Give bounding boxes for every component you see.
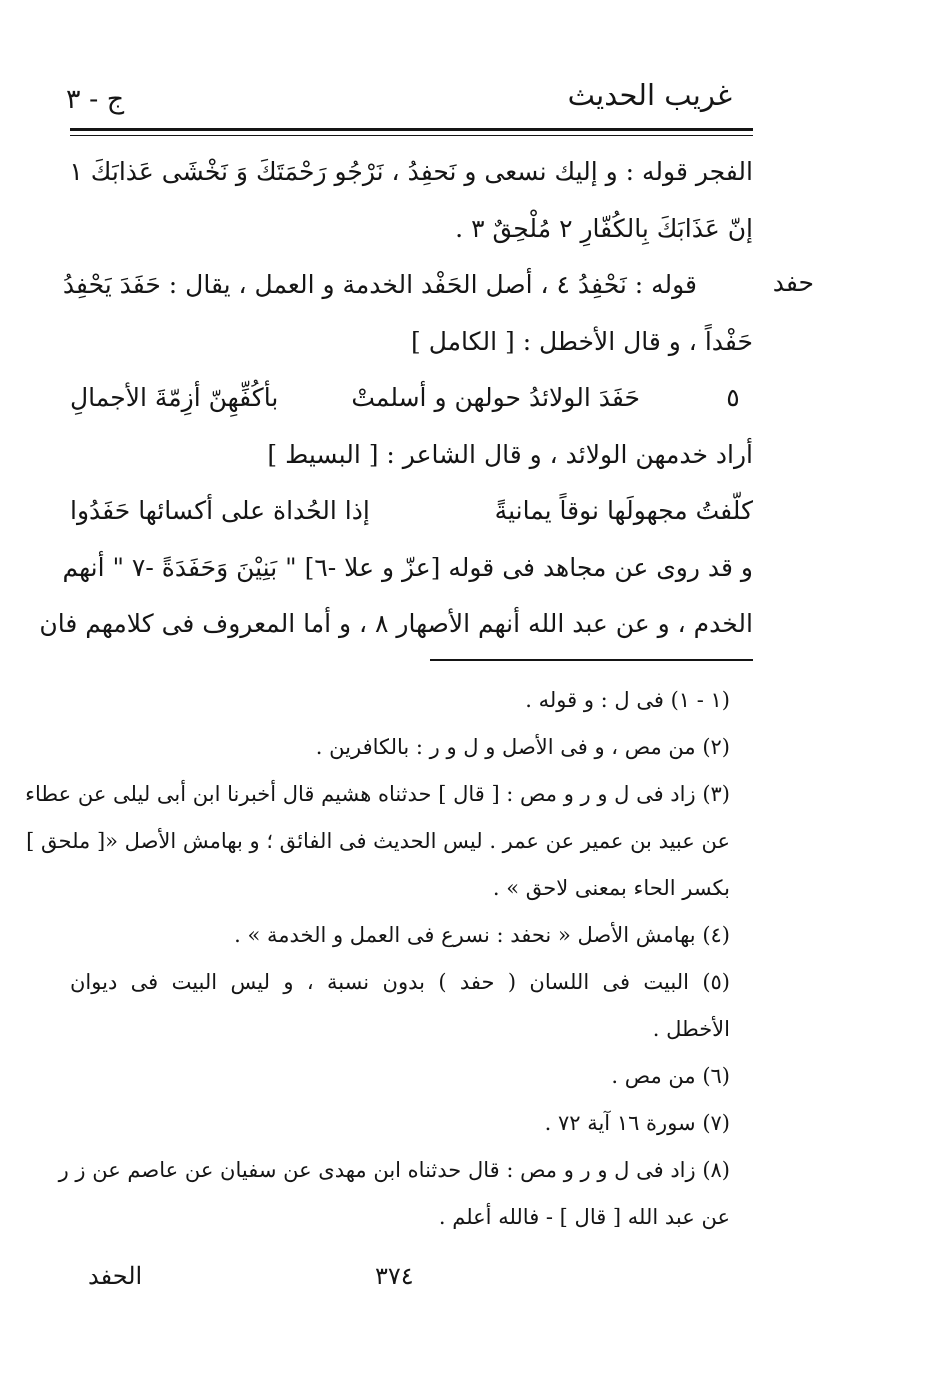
volume-indicator: ج - ٣ — [66, 84, 125, 115]
footnote: (٣) زاد فى ل و ر و مص : [ قال ] حدثناه هشيم قال أخبرنا ابن أبى ليلى عن عطاء — [25, 782, 730, 806]
text-line: الفجر قوله : و إليك نسعى و نَحفِدُ ، نَرْجُو رَحْمَتَكَ وَ نَخْشَى عَذابَكَ ١ — [69, 157, 753, 186]
footnote: (٧) سورة ١٦ آية ٧٢ . — [544, 1111, 730, 1135]
footnote: (٢) من مص ، و فى الأصل و ل و ر : بالكافرين . — [315, 735, 730, 759]
running-title: غريب الحديث — [567, 78, 732, 112]
verse-second-hemistich: إذا الحُداة على أكسائها حَفَدُوا — [70, 496, 370, 525]
header-rule-thin — [70, 135, 753, 136]
text-line: حَفْداً ، و قال الأخطل : [ الكامل ] — [411, 326, 753, 356]
footnote: (٦) من مص . — [611, 1064, 730, 1088]
footnote-continuation: الأخطل . — [652, 1017, 730, 1041]
footnotes — [25, 680, 730, 1244]
verse-first-hemistich: كلّفتُ مجهولَها نوقاً يمانيةً — [494, 496, 753, 525]
poetry-verse — [70, 487, 753, 544]
text-line: قوله : نَحْفِدُ ٤ ، أصل الحَفْد الخدمة و العمل ، يقال : حَفَدَ يَحْفِدُ — [62, 270, 697, 299]
margin-keyword: حفد — [772, 268, 814, 297]
text-line: و قد روى عن مجاهد فى قوله [عزّ و علا -٦] " بَنِيْنَ وَحَفَدَةً -٧ " أنهم — [62, 552, 753, 582]
catchword: الحفد — [88, 1262, 143, 1290]
verse-first-hemistich: حَفَدَ الولائدُ حولهن و أسلمتْ — [351, 383, 640, 412]
text-line: إنّ عَذَابَكَ بِالكُفّارِ ٢ مُلْحِقٌ ٣ . — [455, 213, 753, 243]
footnote: (٨) زاد فى ل و ر و مص : قال حدثناه ابن مهدى عن سفيان عن عاصم عن ز ر — [58, 1158, 730, 1182]
verse-second-hemistich: بأكُفِّهِنّ أزِمّةَ الأجمالِ — [70, 383, 279, 412]
main-text — [39, 148, 753, 657]
footnote-rule — [430, 659, 753, 661]
footnote-continuation: عن عبيد بن عمير عن عمر . ليس الحديث فى الفائق ؛ و بهامش الأصل «[ ملحق ] — [26, 829, 730, 853]
verse-number: ٥ — [726, 383, 740, 412]
footnote-continuation: عن عبد الله [ قال ] - فالله أعلم . — [438, 1205, 730, 1229]
poetry-verse — [70, 374, 753, 431]
footnote-continuation: بكسر الحاء بمعنى لاحق » . — [492, 876, 730, 900]
footnote: (١ - ١) فى ل : و قوله . — [525, 688, 730, 712]
text-line: أراد خدمهن الولائد ، و قال الشاعر : [ البسيط ] — [267, 439, 753, 469]
footnote: (٤) بهامش الأصل « نحفد : نسرع فى العمل و الخدمة » . — [234, 923, 730, 947]
text-line: الخدم ، و عن عبد الله أنهم الأصهار ٨ ، و أما المعروف فى كلامهم فان — [39, 609, 753, 638]
page-number: ٣٧٤ — [375, 1262, 414, 1290]
footnote: (٥) البيت فى اللسان ( حفد ) بدون نسبة ، و ليس البيت فى ديوان — [70, 970, 730, 994]
header-rule-thick — [70, 128, 753, 131]
